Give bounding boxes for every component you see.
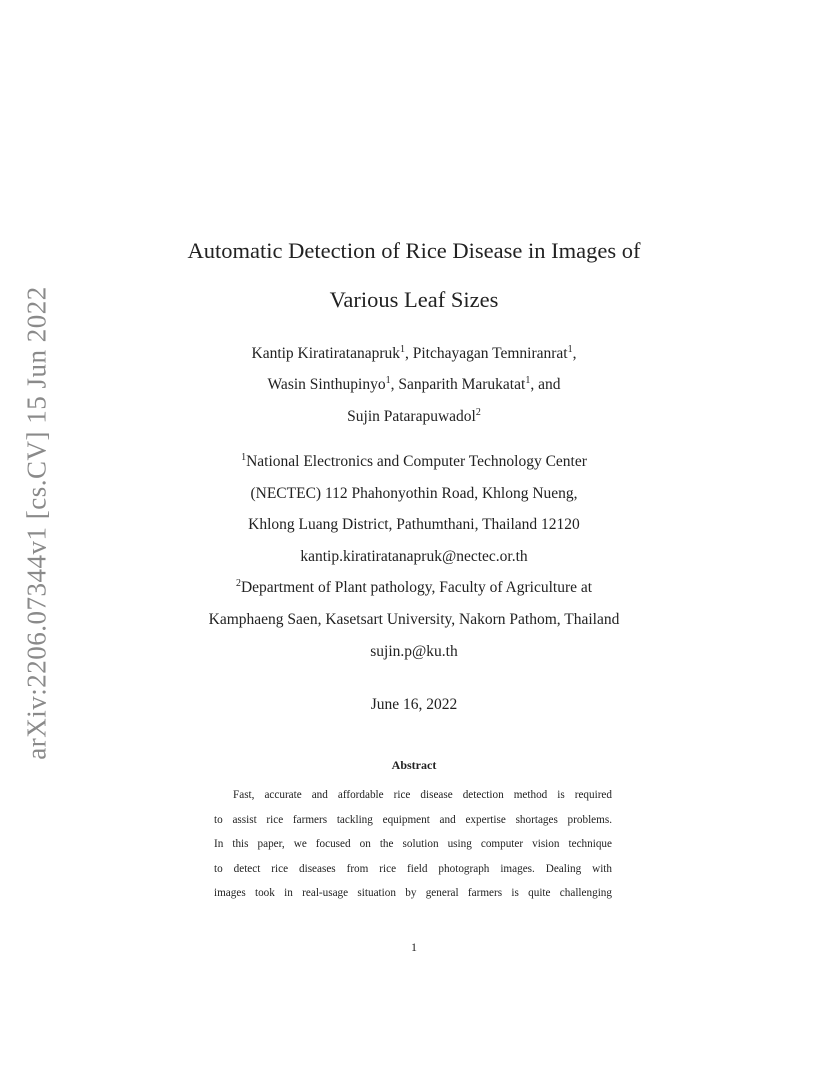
affiliation-marker: 1 [399, 343, 405, 355]
paper-title-line-2: Various Leaf Sizes [329, 287, 499, 312]
affiliation-2-email: sujin.p@ku.th [370, 643, 458, 660]
affiliation-marker: 1 [385, 374, 391, 386]
affiliation-marker: 1 [567, 343, 573, 355]
affiliation-1-line-3: Khlong Luang District, Pathumthani, Thailand 12120 [248, 516, 580, 533]
authors-line-2 [0, 376, 828, 394]
author-name: , Sanparith Marukatat [390, 376, 526, 393]
affiliation-marker: 1 [525, 374, 531, 386]
page-number: 1 [411, 940, 417, 954]
affiliation-1-line-2: (NECTEC) 112 Phahonyothin Road, Khlong Nueng, [250, 485, 578, 502]
author-separator: , [572, 345, 577, 362]
abstract-line: Fast, accurate and affordable rice disease detection method is required [233, 789, 612, 801]
affiliation-text: National Electronics and Computer Technology Center [246, 453, 587, 470]
paper-title-line-1: Automatic Detection of Rice Disease in Images of [187, 238, 641, 263]
affiliation-marker: 2 [235, 577, 241, 589]
authors-line-1 [0, 345, 828, 363]
affiliation-1-email: kantip.kiratiratanapruk@nectec.or.th [300, 548, 528, 565]
arxiv-identifier-stamp: arXiv:2206.07344v1 [cs.CV] 15 Jun 2022 [21, 286, 52, 760]
author-separator: , and [530, 376, 561, 393]
abstract-heading: Abstract [391, 758, 437, 772]
author-name: Wasin Sinthupinyo [267, 376, 386, 393]
abstract-line: to detect rice diseases from rice field photograph images. Dealing with [214, 863, 612, 875]
publication-date: June 16, 2022 [370, 696, 458, 713]
author-name: Sujin Patarapuwadol [347, 408, 476, 425]
affiliation-2-line-1 [0, 579, 828, 597]
abstract-line: to assist rice farmers tackling equipment and expertise shortages problems. [214, 814, 612, 826]
abstract-line: In this paper, we focused on the solution using computer vision technique [214, 838, 612, 850]
affiliation-marker: 1 [241, 451, 247, 463]
abstract-line: images took in real-usage situation by general farmers is quite challenging [214, 887, 612, 899]
affiliation-marker: 2 [475, 406, 481, 418]
affiliation-1-line-1 [0, 453, 828, 471]
affiliation-text: Department of Plant pathology, Faculty of Agriculture at [240, 579, 593, 596]
author-name: Kantip Kiratiratanapruk [251, 345, 400, 362]
authors-line-3 [0, 408, 828, 426]
affiliation-2-line-2: Kamphaeng Saen, Kasetsart University, Nakorn Pathom, Thailand [208, 611, 620, 628]
author-name: , Pitchayagan Temniranrat [404, 345, 568, 362]
